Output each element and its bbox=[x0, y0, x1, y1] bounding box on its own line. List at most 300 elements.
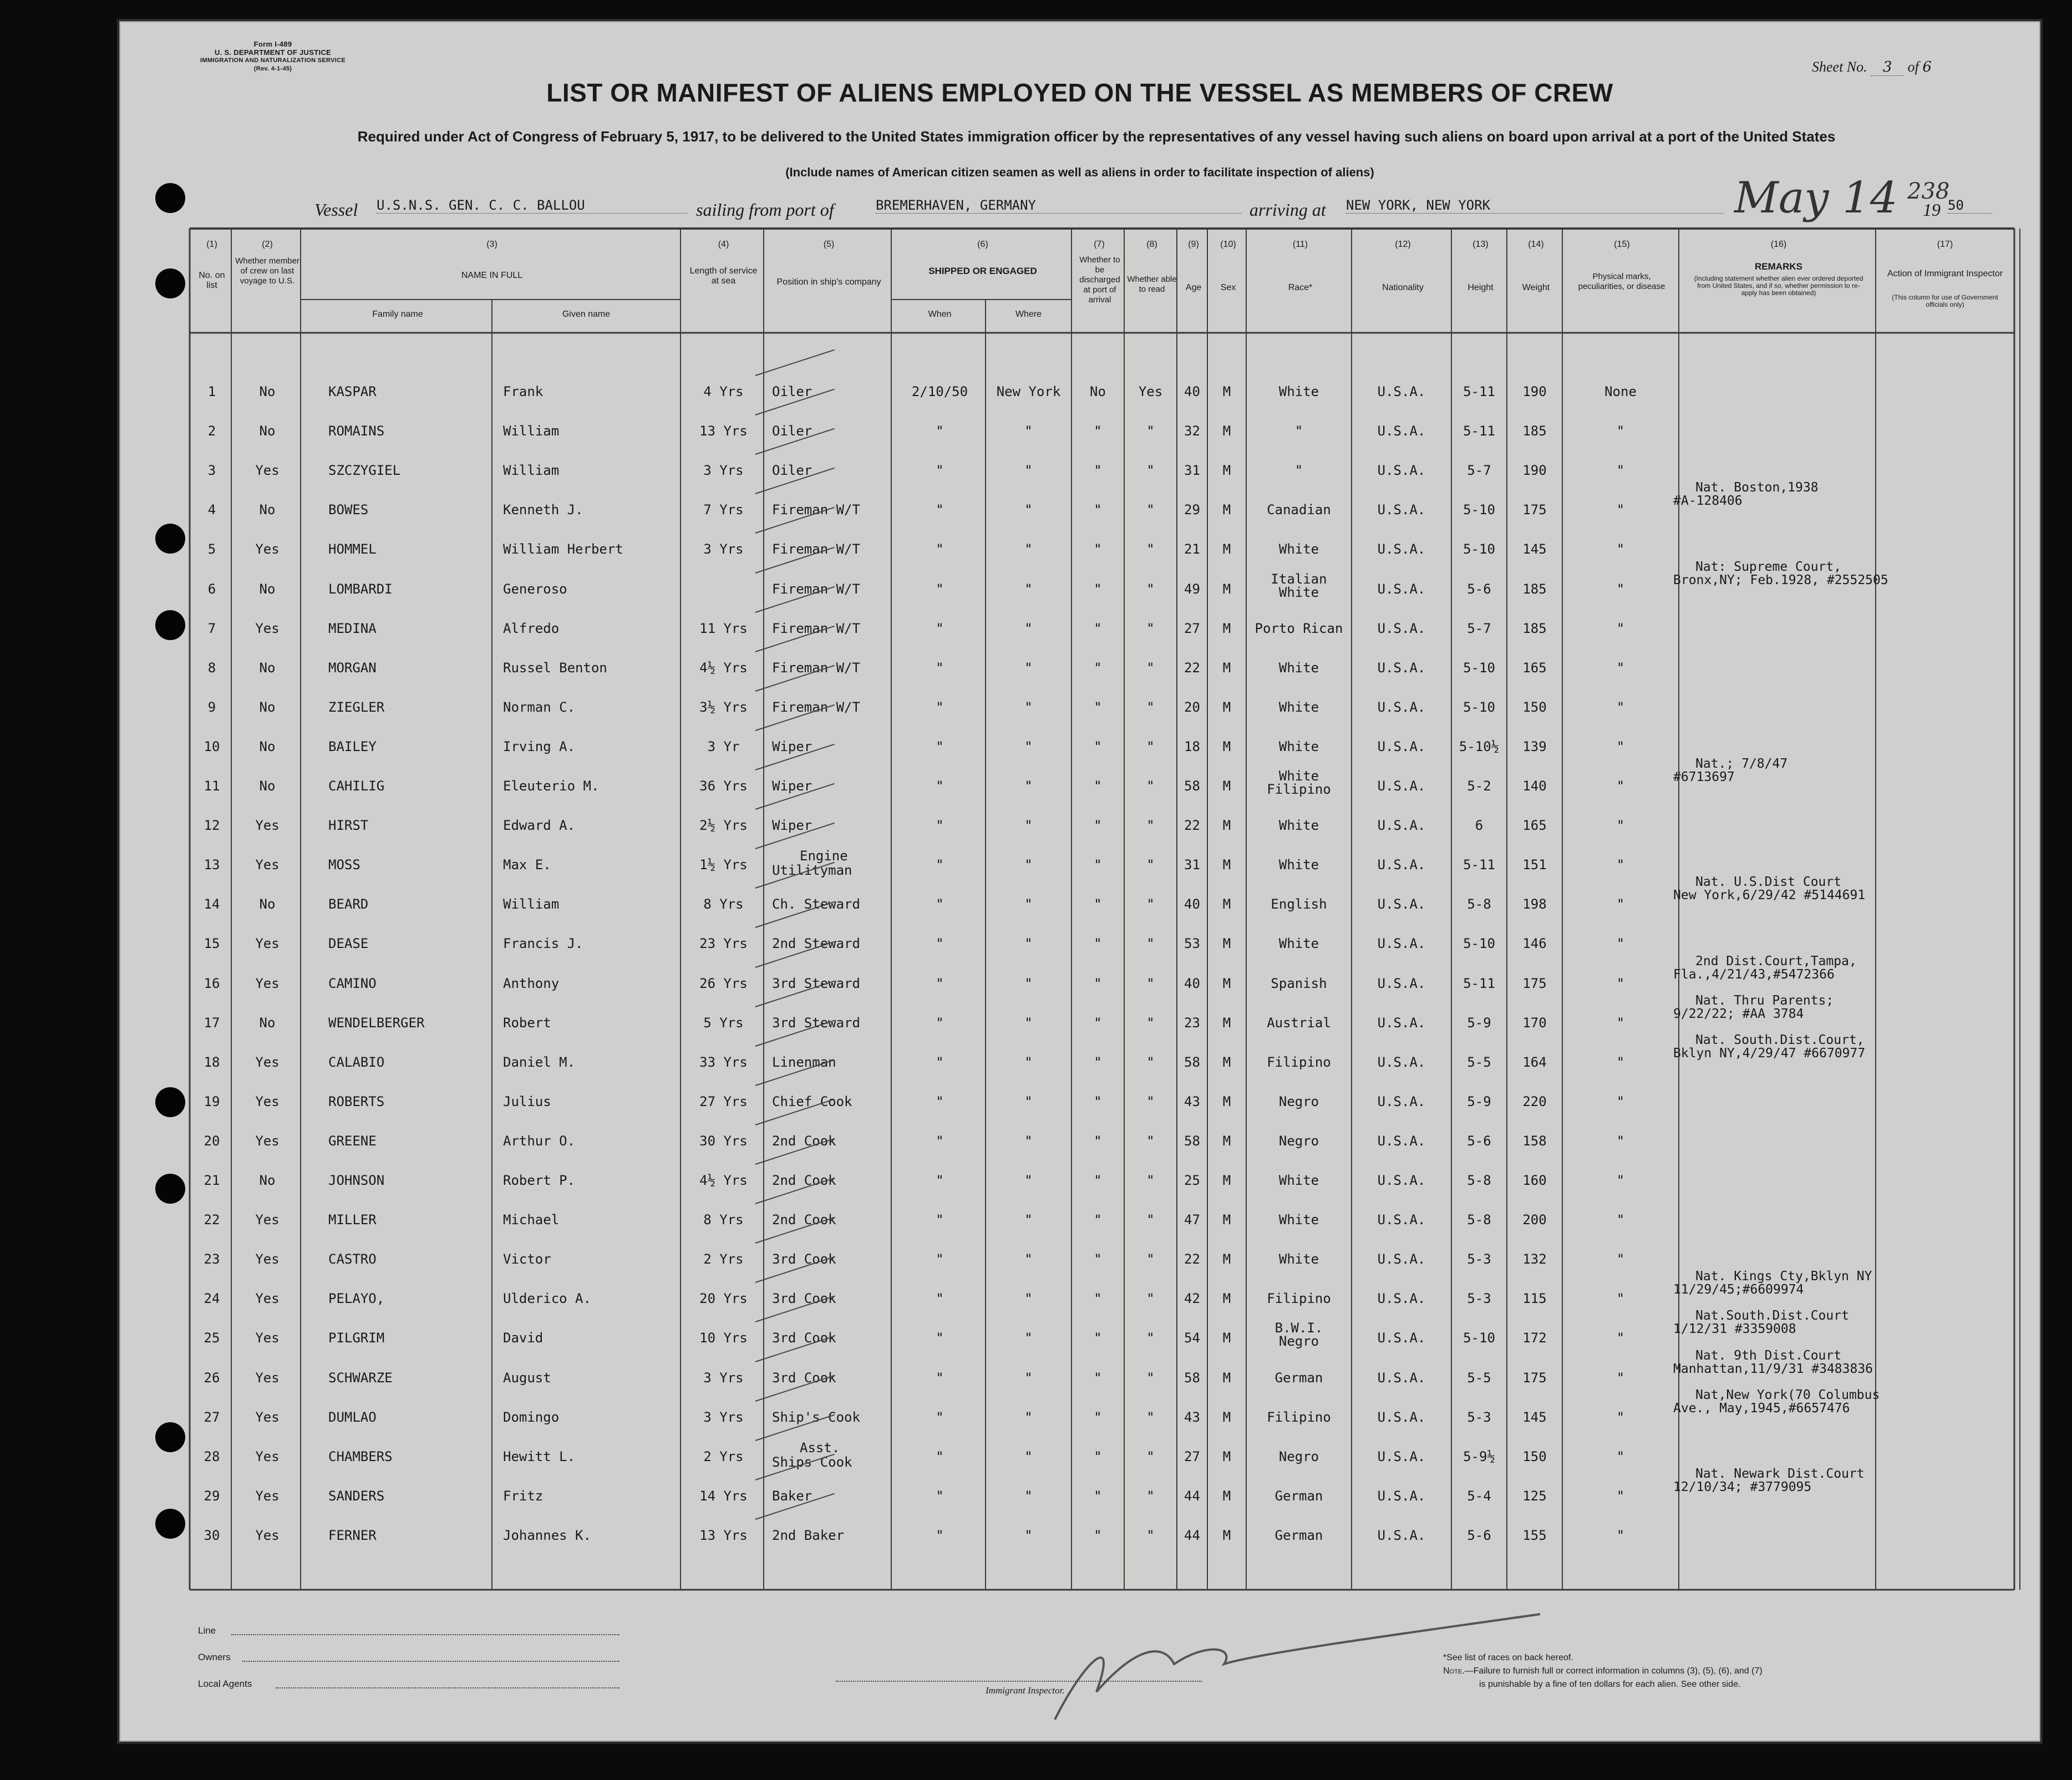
cell-weight: 140 bbox=[1522, 778, 1547, 794]
cell-race: White bbox=[1278, 936, 1319, 951]
note-label: Note. bbox=[1443, 1666, 1465, 1676]
cell-nat: U.S.A. bbox=[1377, 1370, 1426, 1386]
cell-marks: " bbox=[1616, 976, 1625, 991]
cell-marks: " bbox=[1616, 1370, 1625, 1386]
cell-marks: " bbox=[1616, 541, 1625, 557]
cell-disch: " bbox=[1094, 1330, 1102, 1346]
table-row bbox=[120, 1521, 2039, 1554]
footer-owners-field bbox=[242, 1661, 619, 1662]
cell-marks: " bbox=[1616, 778, 1625, 794]
page-title: LIST OR MANIFEST OF ALIENS EMPLOYED ON THE VESSEL AS MEMBERS OF CREW bbox=[546, 78, 1613, 107]
cell-sex: M bbox=[1222, 384, 1231, 399]
year-prefix: 19 bbox=[1923, 200, 1941, 220]
cell-family: ROMAINS bbox=[328, 423, 385, 439]
cell-height: 5-9½ bbox=[1463, 1449, 1495, 1464]
col11-number: (11) bbox=[1292, 240, 1308, 249]
cell-given: William Herbert bbox=[503, 541, 623, 557]
cell-position: Fireman W/T bbox=[772, 699, 860, 715]
cell-nat: U.S.A. bbox=[1377, 463, 1426, 478]
cell-race: German bbox=[1274, 1488, 1323, 1504]
table-row bbox=[120, 1467, 2039, 1515]
col6a-header: When bbox=[928, 310, 952, 319]
cell-given: Julius bbox=[503, 1094, 551, 1109]
cell-no: 17 bbox=[204, 1015, 220, 1031]
col16-number: (16) bbox=[1770, 240, 1787, 249]
cell-where: " bbox=[1024, 1212, 1033, 1228]
cell-sex: M bbox=[1222, 423, 1231, 439]
cell-race: Filipino bbox=[1267, 1409, 1331, 1425]
cell-where: " bbox=[1024, 463, 1033, 478]
cell-race: B.W.I. bbox=[1274, 1320, 1323, 1336]
cell-age: 49 bbox=[1184, 581, 1200, 597]
cell-position: Oiler bbox=[772, 463, 812, 478]
cell-service: 1½ Yrs bbox=[699, 857, 748, 873]
cell-given: William bbox=[503, 423, 560, 439]
cell-given: Max E. bbox=[503, 857, 551, 873]
cell-no: 8 bbox=[207, 660, 216, 676]
cell-given: Kenneth J. bbox=[503, 502, 583, 518]
cell-given: Eleuterio M. bbox=[503, 778, 600, 794]
cell-nat: U.S.A. bbox=[1377, 1133, 1426, 1149]
cell-age: 27 bbox=[1184, 621, 1200, 636]
cell-age: 58 bbox=[1184, 1370, 1200, 1386]
col2-number: (2) bbox=[262, 240, 273, 249]
cell-race-line2: Negro bbox=[1278, 1333, 1319, 1349]
cell-remarks-line2: #6713697 bbox=[1673, 770, 1735, 784]
cell-family: MEDINA bbox=[328, 621, 377, 636]
cell-sex: M bbox=[1222, 1330, 1231, 1346]
cell-remarks-line2: 12/10/34; #3779095 bbox=[1673, 1480, 1812, 1494]
col7-number: (7) bbox=[1094, 240, 1105, 249]
col7-header: Whether to be discharged at port of arrival bbox=[1079, 255, 1120, 305]
cell-height: 5-11 bbox=[1463, 423, 1495, 439]
cell-position: Ch. Steward bbox=[772, 896, 860, 912]
cell-read: " bbox=[1146, 896, 1155, 912]
cell-prev: Yes bbox=[255, 463, 280, 478]
cell-where: " bbox=[1024, 936, 1033, 951]
cell-where: " bbox=[1024, 739, 1033, 754]
cell-sex: M bbox=[1222, 1370, 1231, 1386]
cell-service: 7 Yrs bbox=[703, 502, 744, 518]
cell-when: " bbox=[936, 1094, 944, 1109]
cell-weight: 165 bbox=[1522, 818, 1547, 833]
cell-when: " bbox=[936, 1370, 944, 1386]
cell-age: 43 bbox=[1184, 1094, 1200, 1109]
cell-disch: " bbox=[1094, 1015, 1102, 1031]
col17-number: (17) bbox=[1937, 240, 1953, 249]
col14-number: (14) bbox=[1528, 240, 1544, 249]
arriving-label: arriving at bbox=[1250, 200, 1326, 220]
cell-service: 30 Yrs bbox=[699, 1133, 748, 1149]
cell-family: ZIEGLER bbox=[328, 699, 385, 715]
cell-service: 4½ Yrs bbox=[699, 660, 748, 676]
cell-race: " bbox=[1294, 463, 1303, 478]
cell-given: Norman C. bbox=[503, 699, 576, 715]
cell-race: English bbox=[1271, 896, 1327, 912]
cell-race-line2: White bbox=[1278, 585, 1319, 600]
fine-note bbox=[1443, 1666, 1763, 1676]
cell-prev: Yes bbox=[255, 1330, 280, 1346]
cell-sex: M bbox=[1222, 660, 1231, 676]
cell-service: 33 Yrs bbox=[699, 1054, 748, 1070]
cell-when: " bbox=[936, 1212, 944, 1228]
race-note: *See list of races on back hereof. bbox=[1443, 1653, 1573, 1662]
cell-height: 5-8 bbox=[1467, 1212, 1491, 1228]
cell-weight: 145 bbox=[1522, 1409, 1547, 1425]
cell-marks: " bbox=[1616, 1449, 1625, 1464]
form-rev: (Rev. 4-1-45) bbox=[253, 65, 292, 72]
cell-marks: " bbox=[1616, 1094, 1625, 1109]
cell-no: 25 bbox=[204, 1330, 220, 1346]
cell-disch: " bbox=[1094, 1370, 1102, 1386]
cell-no: 12 bbox=[204, 818, 220, 833]
cell-given: Johannes K. bbox=[503, 1528, 591, 1543]
cell-height: 5-9 bbox=[1467, 1094, 1491, 1109]
cell-disch: No bbox=[1090, 384, 1106, 399]
cell-prev: No bbox=[259, 502, 276, 518]
cell-disch: " bbox=[1094, 581, 1102, 597]
col6b-header: Where bbox=[1015, 310, 1042, 319]
punch-hole bbox=[155, 183, 185, 213]
cell-remarks-line2: 11/29/45;#6609974 bbox=[1673, 1282, 1804, 1297]
cell-service: 3 Yrs bbox=[703, 1370, 744, 1386]
cell-position: Fireman W/T bbox=[772, 502, 860, 518]
cell-where: " bbox=[1024, 1488, 1033, 1504]
cell-read: " bbox=[1146, 541, 1155, 557]
cell-no: 15 bbox=[204, 936, 220, 951]
cell-age: 29 bbox=[1184, 502, 1200, 518]
cell-height: 5-11 bbox=[1463, 857, 1495, 873]
cell-disch: " bbox=[1094, 621, 1102, 636]
cell-prev: Yes bbox=[255, 1094, 280, 1109]
cell-nat: U.S.A. bbox=[1377, 857, 1426, 873]
cell-service: 3 Yr bbox=[707, 739, 740, 754]
cell-read: " bbox=[1146, 699, 1155, 715]
footer-line-field bbox=[231, 1634, 619, 1635]
sheet-label: Sheet No. bbox=[1812, 59, 1867, 75]
cell-weight: 115 bbox=[1522, 1291, 1547, 1306]
cell-prev: Yes bbox=[255, 621, 280, 636]
vessel-name: U.S.N.S. GEN. C. C. BALLOU bbox=[377, 197, 687, 214]
cell-position: Wiper bbox=[772, 778, 812, 794]
cell-race: White bbox=[1278, 739, 1319, 754]
cell-remarks-line2: Ave., May,1945,#6657476 bbox=[1673, 1401, 1850, 1416]
cell-read: " bbox=[1146, 1370, 1155, 1386]
cell-service: 2 Yrs bbox=[703, 1449, 744, 1464]
cell-family: SANDERS bbox=[328, 1488, 385, 1504]
cell-prev: Yes bbox=[255, 976, 280, 991]
cell-height: 5-6 bbox=[1467, 581, 1491, 597]
cell-disch: " bbox=[1094, 857, 1102, 873]
cell-when: " bbox=[936, 778, 944, 794]
cell-given: Anthony bbox=[503, 976, 560, 991]
cell-race: Filipino bbox=[1267, 1291, 1331, 1306]
cell-sex: M bbox=[1222, 1054, 1231, 1070]
cell-marks: " bbox=[1616, 1409, 1625, 1425]
cell-prev: Yes bbox=[255, 541, 280, 557]
cell-read: " bbox=[1146, 1291, 1155, 1306]
cell-nat: U.S.A. bbox=[1377, 581, 1426, 597]
cell-family: GREENE bbox=[328, 1133, 377, 1149]
cell-race: Spanish bbox=[1271, 976, 1327, 991]
cell-read: " bbox=[1146, 1409, 1155, 1425]
cell-disch: " bbox=[1094, 1054, 1102, 1070]
cell-read: " bbox=[1146, 1488, 1155, 1504]
cell-nat: U.S.A. bbox=[1377, 621, 1426, 636]
cell-weight: 185 bbox=[1522, 581, 1547, 597]
cell-family: DEASE bbox=[328, 936, 369, 951]
cell-position: Fireman W/T bbox=[772, 541, 860, 557]
cell-race: Austrial bbox=[1267, 1015, 1331, 1031]
cell-where: " bbox=[1024, 1015, 1033, 1031]
vessel-label: Vessel bbox=[314, 200, 358, 220]
cell-prev: No bbox=[259, 778, 276, 794]
cell-read: " bbox=[1146, 818, 1155, 833]
cell-position: Fireman W/T bbox=[772, 660, 860, 676]
cell-position: 3rd Steward bbox=[772, 976, 860, 991]
cell-disch: " bbox=[1094, 1291, 1102, 1306]
cell-service: 2½ Yrs bbox=[699, 818, 748, 833]
cell-height: 5-10½ bbox=[1459, 739, 1500, 754]
cell-when: " bbox=[936, 1330, 944, 1346]
cell-age: 20 bbox=[1184, 699, 1200, 715]
cell-prev: Yes bbox=[255, 936, 280, 951]
cell-disch: " bbox=[1094, 1449, 1102, 1464]
cell-sex: M bbox=[1222, 621, 1231, 636]
cell-disch: " bbox=[1094, 1133, 1102, 1149]
col3a-header: Family name bbox=[372, 310, 423, 319]
cell-family: SCHWARZE bbox=[328, 1370, 393, 1386]
cell-prev: Yes bbox=[255, 1370, 280, 1386]
cell-age: 22 bbox=[1184, 660, 1200, 676]
cell-no: 29 bbox=[204, 1488, 220, 1504]
cell-weight: 165 bbox=[1522, 660, 1547, 676]
cell-height: 5-9 bbox=[1467, 1015, 1491, 1031]
cell-remarks: Nat. U.S.Dist Court bbox=[1695, 875, 1842, 889]
cell-no: 27 bbox=[204, 1409, 220, 1425]
cell-when: " bbox=[936, 1251, 944, 1267]
cell-race: White bbox=[1278, 768, 1319, 784]
cell-remarks: Nat: Supreme Court, bbox=[1695, 560, 1842, 574]
cell-nat: U.S.A. bbox=[1377, 818, 1426, 833]
cell-where: " bbox=[1024, 778, 1033, 794]
cell-height: 5-3 bbox=[1467, 1251, 1491, 1267]
cell-marks: " bbox=[1616, 1054, 1625, 1070]
cell-no: 26 bbox=[204, 1370, 220, 1386]
cell-prev: Yes bbox=[255, 1133, 280, 1149]
cell-marks: " bbox=[1616, 1488, 1625, 1504]
cell-service: 5 Yrs bbox=[703, 1015, 744, 1031]
cell-where: " bbox=[1024, 541, 1033, 557]
cell-nat: U.S.A. bbox=[1377, 384, 1426, 399]
cell-read: " bbox=[1146, 502, 1155, 518]
table-row bbox=[120, 1033, 2039, 1081]
cell-where: New York bbox=[996, 384, 1061, 399]
cell-age: 22 bbox=[1184, 818, 1200, 833]
cell-prev: Yes bbox=[255, 818, 280, 833]
cell-remarks: 2nd Dist.Court,Tampa, bbox=[1695, 954, 1857, 968]
cell-marks: " bbox=[1616, 936, 1625, 951]
cell-marks: " bbox=[1616, 1528, 1625, 1543]
cell-disch: " bbox=[1094, 1528, 1102, 1543]
cell-nat: U.S.A. bbox=[1377, 1054, 1426, 1070]
cell-position: Engine bbox=[800, 848, 848, 864]
cell-race: White bbox=[1278, 1251, 1319, 1267]
cell-position-line2: Utilityman bbox=[772, 863, 852, 878]
cell-age: 21 bbox=[1184, 541, 1200, 557]
cell-service: 4½ Yrs bbox=[699, 1173, 748, 1188]
cell-marks: " bbox=[1616, 1251, 1625, 1267]
cell-no: 1 bbox=[207, 384, 216, 399]
cell-sex: M bbox=[1222, 818, 1231, 833]
cell-position: 2nd Cook bbox=[772, 1212, 836, 1228]
cell-read: " bbox=[1146, 1173, 1155, 1188]
col15-header: Physical marks, peculiarities, or disease bbox=[1578, 272, 1665, 291]
cell-disch: " bbox=[1094, 502, 1102, 518]
cell-age: 32 bbox=[1184, 423, 1200, 439]
cell-age: 40 bbox=[1184, 384, 1200, 399]
cell-service: 3 Yrs bbox=[703, 1409, 744, 1425]
cell-given: Victor bbox=[503, 1251, 551, 1267]
col8-number: (8) bbox=[1146, 240, 1157, 249]
cell-service: 3 Yrs bbox=[703, 541, 744, 557]
cell-height: 5-10 bbox=[1463, 541, 1495, 557]
cell-when: " bbox=[936, 857, 944, 873]
cell-race: White bbox=[1278, 699, 1319, 715]
cell-when: " bbox=[936, 1449, 944, 1464]
cell-read: " bbox=[1146, 1251, 1155, 1267]
col4-number: (4) bbox=[718, 240, 729, 249]
cell-nat: U.S.A. bbox=[1377, 1409, 1426, 1425]
cell-given: Alfredo bbox=[503, 621, 560, 636]
cell-nat: U.S.A. bbox=[1377, 1094, 1426, 1109]
cell-service: 3½ Yrs bbox=[699, 699, 748, 715]
cell-nat: U.S.A. bbox=[1377, 502, 1426, 518]
cell-given: Fritz bbox=[503, 1488, 544, 1504]
cell-disch: " bbox=[1094, 896, 1102, 912]
cell-where: " bbox=[1024, 699, 1033, 715]
cell-age: 44 bbox=[1184, 1528, 1200, 1543]
table-row bbox=[120, 653, 2039, 687]
cell-sex: M bbox=[1222, 1488, 1231, 1504]
col10-header: Sex bbox=[1220, 283, 1236, 292]
footer-agents-label: Local Agents bbox=[198, 1678, 252, 1689]
cell-remarks-line2: Manhattan,11/9/31 #3483836 bbox=[1673, 1362, 1873, 1376]
table-row bbox=[120, 757, 2039, 805]
cell-height: 5-10 bbox=[1463, 660, 1495, 676]
year-value: 50 bbox=[1948, 197, 1992, 214]
footer-agents-field bbox=[276, 1687, 619, 1688]
cell-nat: U.S.A. bbox=[1377, 1330, 1426, 1346]
cell-race: German bbox=[1274, 1528, 1323, 1543]
cell-prev: No bbox=[259, 896, 276, 912]
cell-service: 26 Yrs bbox=[699, 976, 748, 991]
table-row bbox=[120, 1087, 2039, 1120]
cell-weight: 175 bbox=[1522, 1370, 1547, 1386]
inspector-signature-line bbox=[836, 1681, 1202, 1682]
cell-no: 6 bbox=[207, 581, 216, 597]
cell-when: " bbox=[936, 423, 944, 439]
cell-read: " bbox=[1146, 1449, 1155, 1464]
cell-disch: " bbox=[1094, 976, 1102, 991]
sailing-port: BREMERHAVEN, GERMANY bbox=[876, 197, 1242, 214]
cell-weight: 164 bbox=[1522, 1054, 1547, 1070]
cell-prev: Yes bbox=[255, 1528, 280, 1543]
fine-note-2: is punishable by a fine of ten dollars for each alien. See other side. bbox=[1479, 1680, 1741, 1689]
cell-sex: M bbox=[1222, 896, 1231, 912]
cell-read: " bbox=[1146, 1094, 1155, 1109]
cell-nat: U.S.A. bbox=[1377, 1449, 1426, 1464]
cell-marks: " bbox=[1616, 699, 1625, 715]
footer-line-label: Line bbox=[198, 1625, 216, 1636]
cell-no: 5 bbox=[207, 541, 216, 557]
cell-weight: 220 bbox=[1522, 1094, 1547, 1109]
col9-number: (9) bbox=[1188, 240, 1199, 249]
cell-family: MILLER bbox=[328, 1212, 377, 1228]
cell-sex: M bbox=[1222, 1212, 1231, 1228]
col13-number: (13) bbox=[1472, 240, 1489, 249]
cell-sex: M bbox=[1222, 581, 1231, 597]
cell-marks: " bbox=[1616, 739, 1625, 754]
table-row bbox=[120, 1127, 2039, 1160]
cell-where: " bbox=[1024, 896, 1033, 912]
cell-service: 2 Yrs bbox=[703, 1251, 744, 1267]
cell-race: White bbox=[1278, 384, 1319, 399]
cell-family: CHAMBERS bbox=[328, 1449, 393, 1464]
cell-age: 44 bbox=[1184, 1488, 1200, 1504]
cell-family: MORGAN bbox=[328, 660, 377, 676]
cell-remarks-line2: 9/22/22; #AA 3784 bbox=[1673, 1007, 1804, 1021]
cell-position: 3rd Cook bbox=[772, 1291, 836, 1306]
cell-position: Baker bbox=[772, 1488, 812, 1504]
cell-remarks: Nat.; 7/8/47 bbox=[1695, 757, 1788, 771]
cell-family: SZCZYGIEL bbox=[328, 463, 401, 478]
cell-nat: U.S.A. bbox=[1377, 778, 1426, 794]
cell-read: " bbox=[1146, 976, 1155, 991]
cell-prev: No bbox=[259, 581, 276, 597]
col2-header: Whether member of crew on last voyage to U.S. bbox=[235, 256, 299, 286]
cell-prev: No bbox=[259, 1015, 276, 1031]
cell-family: CAMINO bbox=[328, 976, 377, 991]
cell-family: PILGRIM bbox=[328, 1330, 385, 1346]
cell-when: " bbox=[936, 1173, 944, 1188]
cell-when: " bbox=[936, 976, 944, 991]
cell-marks: " bbox=[1616, 463, 1625, 478]
cell-where: " bbox=[1024, 502, 1033, 518]
cell-disch: " bbox=[1094, 1094, 1102, 1109]
cell-position: Wiper bbox=[772, 818, 812, 833]
punch-hole bbox=[155, 1422, 185, 1452]
cell-no: 21 bbox=[204, 1173, 220, 1188]
cell-weight: 150 bbox=[1522, 1449, 1547, 1464]
cell-when: " bbox=[936, 739, 944, 754]
cell-age: 25 bbox=[1184, 1173, 1200, 1188]
form-dept: U. S. DEPARTMENT OF JUSTICE bbox=[214, 48, 332, 57]
table-row bbox=[120, 560, 2039, 608]
cell-weight: 172 bbox=[1522, 1330, 1547, 1346]
cell-remarks: Nat. 9th Dist.Court bbox=[1695, 1348, 1842, 1363]
cell-service: 36 Yrs bbox=[699, 778, 748, 794]
cell-nat: U.S.A. bbox=[1377, 896, 1426, 912]
cell-weight: 139 bbox=[1522, 739, 1547, 754]
footer-owners-label: Owners bbox=[198, 1652, 231, 1662]
cell-where: " bbox=[1024, 1330, 1033, 1346]
cell-family: KASPAR bbox=[328, 384, 377, 399]
cell-weight: 146 bbox=[1522, 936, 1547, 951]
cell-service: 10 Yrs bbox=[699, 1330, 748, 1346]
cell-service: 20 Yrs bbox=[699, 1291, 748, 1306]
cell-nat: U.S.A. bbox=[1377, 423, 1426, 439]
